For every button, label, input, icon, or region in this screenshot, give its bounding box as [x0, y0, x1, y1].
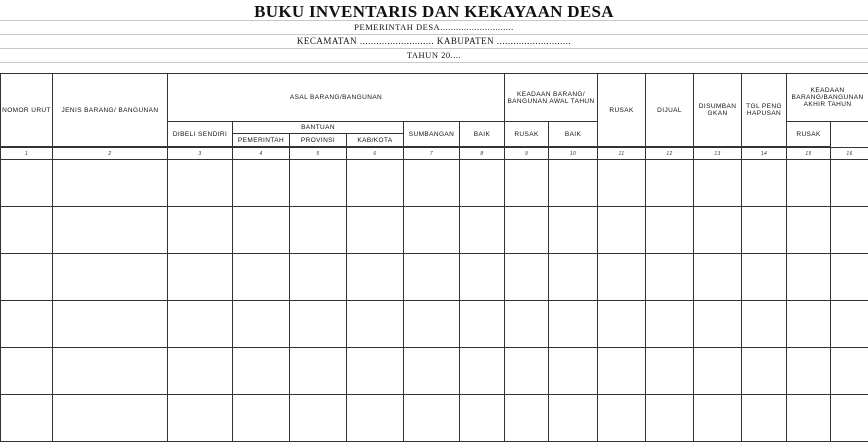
table-cell	[347, 207, 404, 254]
subtitle-desa: PEMERINTAH DESA............................	[354, 22, 514, 32]
ruled-line	[0, 48, 868, 49]
header-rusak-akhir: RUSAK	[787, 122, 831, 147]
table-cell	[549, 254, 598, 301]
table-cell	[831, 395, 868, 442]
table-cell	[787, 160, 831, 207]
table-row	[1, 207, 868, 254]
table-cell	[694, 348, 742, 395]
header-provinsi: PROVINSI	[290, 134, 347, 147]
table-cell	[742, 207, 787, 254]
header-penghapusan-rusak: RUSAK	[598, 74, 646, 147]
subtitle-tahun: TAHUN 20....	[406, 50, 462, 60]
table-cell	[53, 160, 168, 207]
table-cell	[742, 348, 787, 395]
table-cell	[505, 348, 549, 395]
table-cell	[598, 348, 646, 395]
table-cell	[233, 207, 290, 254]
table-cell	[694, 207, 742, 254]
column-number: 5	[290, 148, 347, 160]
table-cell	[53, 348, 168, 395]
table-cell	[646, 160, 694, 207]
column-number: 2	[53, 148, 168, 160]
table-cell	[168, 207, 233, 254]
subtitle-kecamatan-kabupaten: KECAMATAN ........................... KABUPATEN ...........................	[296, 36, 572, 46]
table-cell	[549, 160, 598, 207]
header-tgl-penghapusan: TGL PENG HAPUSAN	[742, 74, 787, 147]
table-cell	[694, 301, 742, 348]
inventory-table	[0, 73, 868, 442]
column-number: 15	[787, 148, 831, 160]
table-cell	[347, 254, 404, 301]
table-cell	[549, 348, 598, 395]
header-baik-awal: BAIK	[460, 122, 505, 147]
table-cell	[290, 348, 347, 395]
header-dijual: DIJUAL	[646, 74, 694, 147]
table-cell	[347, 301, 404, 348]
table-cell	[598, 395, 646, 442]
table-cell	[598, 301, 646, 348]
table-cell	[646, 395, 694, 442]
table-cell	[1, 207, 53, 254]
table-cell	[233, 160, 290, 207]
table-cell	[233, 301, 290, 348]
table-cell	[460, 207, 505, 254]
table-cell	[694, 160, 742, 207]
table-cell	[598, 160, 646, 207]
table-cell	[53, 395, 168, 442]
table-cell	[53, 207, 168, 254]
table-cell	[831, 254, 868, 301]
table-cell	[1, 395, 53, 442]
table-cell	[168, 348, 233, 395]
column-number: 16	[831, 148, 868, 160]
table-cell	[646, 301, 694, 348]
table-cell	[831, 348, 868, 395]
table-cell	[1, 254, 53, 301]
table-cell	[505, 395, 549, 442]
table-cell	[460, 395, 505, 442]
table-cell	[168, 254, 233, 301]
table-cell	[233, 348, 290, 395]
ruled-line	[0, 34, 868, 35]
document-title: BUKU INVENTARIS DAN KEKAYAAN DESA	[254, 2, 614, 21]
table-cell	[290, 301, 347, 348]
table-cell	[646, 207, 694, 254]
table-cell	[505, 301, 549, 348]
table-cell	[505, 160, 549, 207]
table-cell	[549, 395, 598, 442]
table-cell	[53, 254, 168, 301]
table-cell	[404, 301, 460, 348]
header-keadaan-akhir: KEADAAN BARANG/BANGUNAN AKHIR TAHUN	[787, 74, 868, 122]
table-cell	[742, 395, 787, 442]
column-number-row	[1, 148, 868, 160]
table-cell	[347, 160, 404, 207]
table-cell	[460, 301, 505, 348]
table-row	[1, 348, 868, 395]
column-number: 11	[598, 148, 646, 160]
table-cell	[831, 160, 868, 207]
table-cell	[290, 207, 347, 254]
table-cell	[787, 207, 831, 254]
header-kab-kota: KAB/KOTA	[347, 134, 404, 147]
table-cell	[549, 207, 598, 254]
column-number: 10	[549, 148, 598, 160]
table-row	[1, 160, 868, 207]
header-nomor-urut: NOMOR URUT	[1, 74, 53, 147]
table-row	[1, 395, 868, 442]
header-keadaan-awal: KEADAAN BARANG/ BANGUNAN AWAL TAHUN	[505, 74, 598, 122]
ruled-line	[0, 62, 868, 63]
table-row	[1, 254, 868, 301]
table-cell	[505, 254, 549, 301]
table-cell	[460, 348, 505, 395]
table-cell	[1, 160, 53, 207]
column-number: 12	[646, 148, 694, 160]
ruled-line	[0, 20, 868, 21]
table-cell	[549, 301, 598, 348]
table-cell	[742, 301, 787, 348]
table-cell	[787, 395, 831, 442]
column-number: 14	[742, 148, 787, 160]
column-number: 7	[404, 148, 460, 160]
table-cell	[460, 160, 505, 207]
table-cell	[598, 207, 646, 254]
header-pemerintah: PEMERINTAH	[233, 134, 290, 147]
column-number: 13	[694, 148, 742, 160]
header-bantuan: BANTUAN	[233, 122, 404, 134]
table-cell	[460, 254, 505, 301]
table-cell	[787, 348, 831, 395]
table-cell	[290, 254, 347, 301]
table-cell	[290, 395, 347, 442]
table-cell	[742, 160, 787, 207]
column-number: 6	[347, 148, 404, 160]
table-cell	[404, 395, 460, 442]
table-cell	[168, 395, 233, 442]
header-jenis-barang: JENIS BARANG/ BANGUNAN	[53, 74, 168, 147]
table-cell	[646, 348, 694, 395]
table-cell	[831, 301, 868, 348]
table-cell	[53, 301, 168, 348]
column-number: 9	[505, 148, 549, 160]
table-cell	[694, 254, 742, 301]
column-number: 1	[1, 148, 53, 160]
column-number: 8	[460, 148, 505, 160]
table-cell	[787, 301, 831, 348]
table-cell	[233, 395, 290, 442]
table-cell	[694, 395, 742, 442]
table-cell	[168, 160, 233, 207]
table-cell	[168, 301, 233, 348]
table-cell	[598, 254, 646, 301]
header-sumbangan: SUMBANGAN	[404, 122, 460, 147]
table-cell	[347, 348, 404, 395]
table-cell	[347, 395, 404, 442]
table-cell	[831, 207, 868, 254]
table-cell	[404, 207, 460, 254]
header-rusak-awal: RUSAK	[505, 122, 549, 147]
table-cell	[404, 254, 460, 301]
table-cell	[1, 348, 53, 395]
table-cell	[233, 254, 290, 301]
column-number: 4	[233, 148, 290, 160]
table-cell	[1, 301, 53, 348]
table-cell	[404, 348, 460, 395]
header-dibeli-sendiri: DIBELI SENDIRI	[168, 122, 233, 147]
header-baik-akhir: BAIK	[549, 122, 598, 147]
table-row	[1, 301, 868, 348]
table-cell	[290, 160, 347, 207]
column-number: 3	[168, 148, 233, 160]
header-row-1	[1, 74, 868, 122]
table-cell	[787, 254, 831, 301]
header-disumbangkan: DISUMBAN GKAN	[694, 74, 742, 147]
header-asal-barang: ASAL BARANG/BANGUNAN	[168, 74, 505, 122]
table-cell	[404, 160, 460, 207]
table-cell	[742, 254, 787, 301]
table-cell	[646, 254, 694, 301]
table-cell	[505, 207, 549, 254]
